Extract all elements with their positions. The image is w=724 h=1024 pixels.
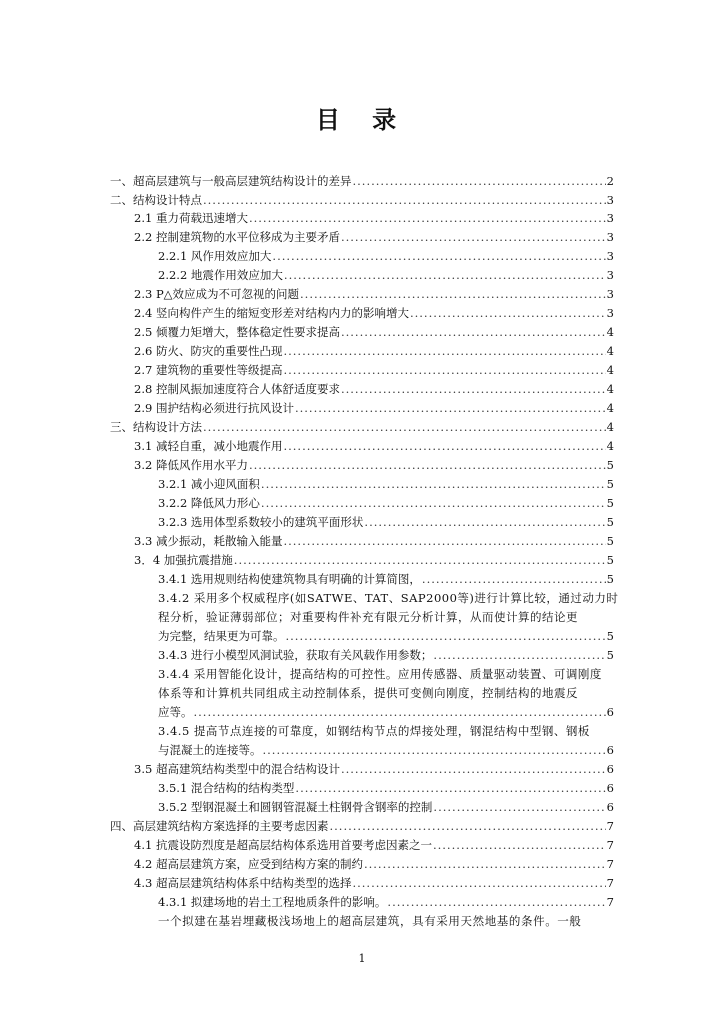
toc-entry-label: 2.6 防火、防灾的重要性凸现: [134, 344, 283, 358]
toc-entry-page: 3: [606, 230, 614, 244]
toc-entry-label: 2.2 控制建筑物的水平位移成为主要矛盾: [134, 230, 340, 244]
toc-entry-page: 5: [606, 534, 614, 548]
toc-entry-page: 5: [606, 477, 614, 491]
toc-entry-label: 2.1 重力荷载迅速增大: [134, 211, 248, 225]
toc-entry-page: 7: [606, 857, 614, 871]
toc-entry-line: 3.4.4 采用智能化设计，提高结构的可控性。应用传感器、质量驱动装置、可调刚度: [158, 667, 602, 681]
toc-entry-page: 6: [606, 800, 614, 814]
toc-entry-page: 7: [606, 876, 614, 890]
body-paragraph: 一个拟建在基岩埋藏极浅场地上的超高层建筑，具有采用天然地基的条件。一般: [158, 914, 582, 928]
page-title: 目 录: [315, 105, 409, 134]
toc-entry-label: 二、结构设计特点: [110, 193, 202, 207]
toc-entry-page: 6: [606, 743, 614, 757]
toc-entry-page: 4: [606, 420, 614, 434]
toc-entry-label: 2.2.1 风作用效应加大: [158, 249, 272, 263]
toc-entry-page: 4: [606, 363, 614, 377]
toc-entry-label: 应等。: [158, 705, 193, 719]
toc-entry-line: 3.4.5 提高节点连接的可靠度，如钢结构节点的焊接处理，钢混结构中型钢、钢板: [158, 724, 590, 738]
toc-entry-label: 2.4 竖向构件产生的缩短变形差对结构内力的影响增大: [134, 306, 409, 320]
toc-entry-label: 3.3 减少振动，耗散输入能量: [134, 534, 283, 548]
toc-entry-page: 7: [606, 895, 614, 909]
toc-entry-page: 4: [606, 325, 614, 339]
toc-entry-label: 3.2.3 选用体型系数较小的建筑平面形状: [158, 515, 364, 529]
toc-entry-label: 为完整，结果更为可靠。: [158, 629, 285, 643]
toc-entry-label: 3.2.1 减小迎风面积: [158, 477, 260, 491]
page-number: 1: [358, 952, 366, 965]
toc-entry-page: 5: [606, 458, 614, 472]
toc-entry-label: 2.8 控制风振加速度符合人体舒适度要求: [134, 382, 340, 396]
toc-entry-label: 3.5.1 混合结构的结构类型: [158, 781, 295, 795]
toc-entry-label: 2.9 围护结构必须进行抗风设计: [134, 401, 294, 415]
toc-entry-page: 3: [606, 306, 614, 320]
toc-entry-page: 3: [606, 249, 614, 263]
toc-entry-label: 4.1 抗震设防烈度是超高层结构体系选用首要考虑因素之一: [134, 838, 432, 852]
toc-entry-label: 4.3 超高层建筑结构体系中结构类型的选择: [134, 876, 352, 890]
toc-entry-label: 3.2.2 降低风力形心: [158, 496, 260, 510]
toc-entry-page: 7: [606, 819, 614, 833]
toc-entry-page: 3: [606, 287, 614, 301]
toc-entry-label: 3.1 减轻自重，减小地震作用: [134, 439, 283, 453]
toc-entry-label: 2.2.2 地震作用效应加大: [158, 268, 283, 282]
toc-entry-page: 6: [606, 705, 614, 719]
toc-entry-page: 2: [606, 174, 614, 188]
toc-entry-page: 5: [606, 515, 614, 529]
toc-entry-line: 3.4.2 采用多个权威程序(如SATWE、TAT、SAP2000等)进行计算比较，通过动力时: [158, 591, 619, 605]
toc-entry-page: 4: [606, 382, 614, 396]
toc-entry-label: 3.4.1 选用规则结构使建筑物具有明确的计算简图，: [158, 572, 421, 586]
toc-entry-label: 3.5 超高建筑结构类型中的混合结构设计: [134, 762, 340, 776]
toc-entry-label: 3.5.2 型钢混凝土和圆钢管混凝土柱钢骨含钢率的控制: [158, 800, 433, 814]
toc-entry-page: 6: [606, 781, 614, 795]
toc-entry-page: 3: [606, 268, 614, 282]
toc-entry-label: 一、超高层建筑与一般高层建筑结构设计的差异: [110, 174, 352, 188]
toc-entry-label: 4.2 超高层建筑方案，应受到结构方案的制约: [134, 857, 363, 871]
toc-entry-label: 三、结构设计方法: [110, 420, 202, 434]
toc-entry-label: 2.7 建筑物的重要性等级提高: [134, 363, 283, 377]
toc-entry-label: 四、高层建筑结构方案选择的主要考虑因素: [110, 819, 329, 833]
toc-entry-line: 程分析，验证薄弱部位；对重要构件补充有限元分析计算，从而使计算的结论更: [158, 610, 578, 624]
toc-entry-page: 5: [606, 496, 614, 510]
toc-entry-page: 4: [606, 439, 614, 453]
toc-entry-page: 3: [606, 193, 614, 207]
toc-entry-label: 2.3 P△效应成为不可忽视的问题: [134, 287, 300, 301]
toc-entry-page: 5: [606, 553, 614, 567]
toc-entry-page: 7: [606, 838, 614, 852]
toc-entry-label: 4.3.1 拟建场地的岩土工程地质条件的影响。: [158, 895, 387, 909]
toc-entry-page: 6: [606, 762, 614, 776]
toc-entry-page: 5: [606, 648, 614, 662]
toc-entry-page: 5: [606, 629, 614, 643]
toc-entry-label: 与混凝土的连接等。: [158, 743, 262, 757]
toc-entry-page: 3: [606, 211, 614, 225]
toc-entry-label: 3．4 加强抗震措施: [134, 553, 233, 567]
toc-entry-page: 4: [606, 344, 614, 358]
toc-entry-label: 3.2 降低风作用水平力: [134, 458, 248, 472]
toc-entry-line: 体系等和计算机共同组成主动控制体系，提供可变侧向刚度，控制结构的地震反: [158, 686, 578, 700]
toc-entry-page: 4: [606, 401, 614, 415]
toc-entry-page: 5: [606, 572, 614, 586]
toc-entry-label: 3.4.3 进行小模型风洞试验，获取有关风载作用参数；: [158, 648, 433, 662]
toc-entry-label: 2.5 倾覆力矩增大，整体稳定性要求提高: [134, 325, 340, 339]
